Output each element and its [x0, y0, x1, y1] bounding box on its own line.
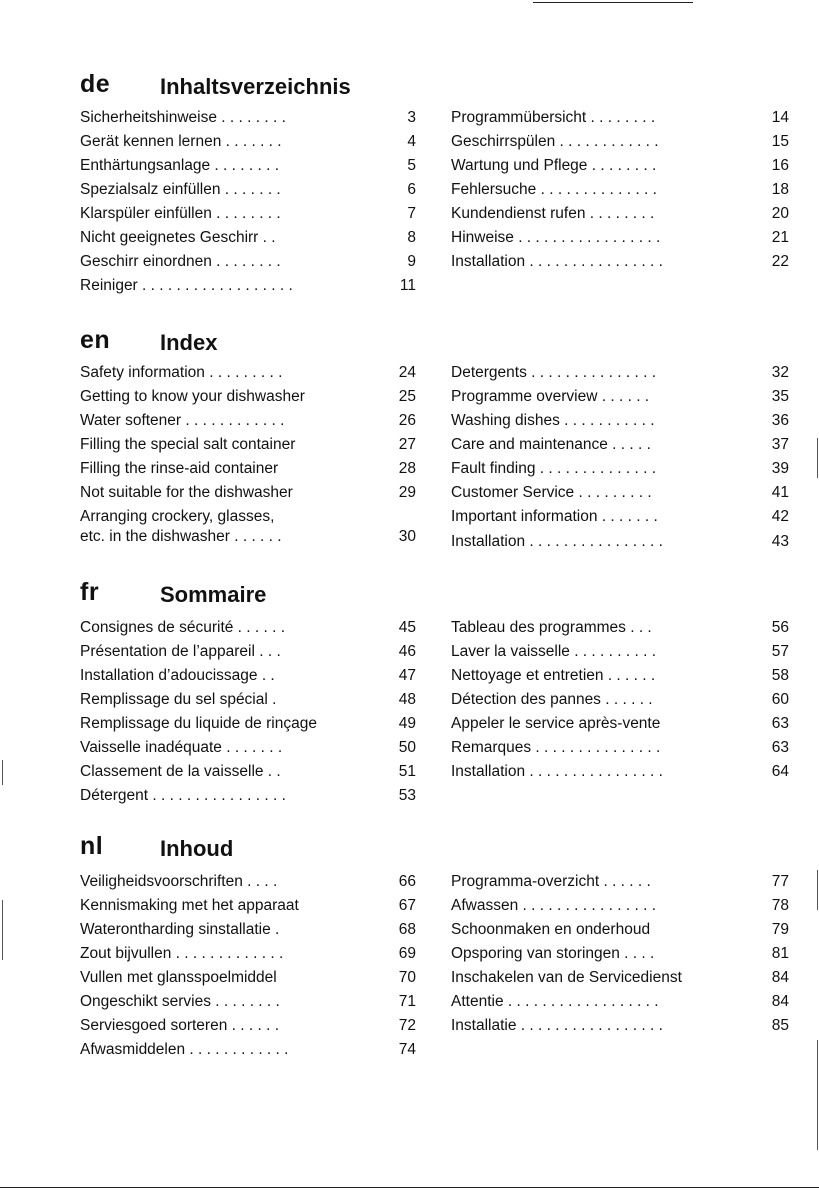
toc-entry-label: Hinweise . . . . . . . . . . . . . . . . . [451, 229, 661, 246]
toc-entry-page: 81 [771, 945, 789, 962]
toc-entry-label: Kennismaking met het apparaat [80, 897, 299, 914]
toc-entry[interactable] [451, 966, 796, 990]
toc-entry-label: Important information . . . . . . . [451, 508, 658, 525]
toc-entry-page: 8 [407, 229, 416, 246]
toc-entry-page: 85 [771, 1017, 789, 1034]
toc-entry[interactable] [451, 106, 796, 130]
toc-entry-label: Sicherheitshinweise . . . . . . . . [80, 109, 286, 126]
right-margin-mark [817, 1040, 818, 1150]
toc-entry[interactable] [451, 1014, 796, 1038]
toc-entry-page: 78 [771, 897, 789, 914]
toc-entry[interactable] [451, 250, 796, 274]
toc-entry[interactable] [451, 942, 796, 966]
toc-entry-label: Veiligheidsvoorschriften . . . . [80, 873, 278, 890]
toc-entry-label: Installation . . . . . . . . . . . . . . . . [451, 533, 663, 550]
toc-entry-page: 32 [771, 364, 789, 381]
toc-entry-label: Détergent . . . . . . . . . . . . . . . . [80, 787, 286, 804]
toc-entry-page: 7 [407, 205, 416, 222]
toc-entry-page: 72 [398, 1017, 416, 1034]
toc-entry[interactable] [451, 894, 796, 918]
toc-entry-label: Présentation de l’appareil . . . [80, 643, 281, 660]
toc-entry-page: 35 [771, 388, 789, 405]
toc-entry[interactable] [451, 154, 796, 178]
toc-entry-label: Programmübersicht . . . . . . . . [451, 109, 656, 126]
toc-entry-page: 48 [398, 691, 416, 708]
toc-entry[interactable] [80, 894, 420, 918]
toc-entry-page: 58 [771, 667, 789, 684]
toc-entry-page: 69 [398, 945, 416, 962]
toc-entry[interactable] [80, 409, 420, 433]
toc-entry-page: 14 [771, 109, 789, 126]
language-code: fr [80, 578, 100, 606]
toc-entry[interactable] [451, 530, 796, 554]
toc-entry-page: 5 [407, 157, 416, 174]
toc-entry-page: 63 [771, 715, 789, 732]
toc-entry[interactable] [80, 505, 420, 549]
toc-entry[interactable] [80, 250, 420, 274]
toc-entry[interactable] [451, 640, 796, 664]
toc-entry[interactable] [451, 481, 796, 505]
toc-entry[interactable] [451, 385, 796, 409]
toc-entry-page: 22 [771, 253, 789, 270]
toc-entry-label: Nettoyage et entretien . . . . . . [451, 667, 656, 684]
toc-entry[interactable] [451, 433, 796, 457]
toc-entry[interactable] [80, 1038, 420, 1062]
toc-entry-page: 29 [398, 484, 416, 501]
toc-entry-page: 63 [771, 739, 789, 756]
toc-entry-page: 45 [398, 619, 416, 636]
toc-entry[interactable] [80, 433, 420, 457]
toc-entry-label: Reiniger . . . . . . . . . . . . . . . . . . [80, 277, 293, 294]
toc-entry-page: 71 [398, 993, 416, 1010]
toc-entry[interactable] [80, 760, 420, 784]
toc-entry-label: Spezialsalz einfüllen . . . . . . . [80, 181, 281, 198]
toc-entry[interactable] [80, 990, 420, 1014]
left-margin-mark [2, 900, 3, 960]
right-margin-mark [817, 870, 818, 910]
toc-entry-label: Installation d’adoucissage . . [80, 667, 275, 684]
section-header [0, 832, 819, 866]
toc-entry[interactable] [80, 226, 420, 250]
toc-entry-page: 25 [398, 388, 416, 405]
toc-entry-label: Filling the rinse-aid container [80, 460, 279, 477]
toc-entry-label: Zout bijvullen . . . . . . . . . . . . . [80, 945, 284, 962]
section-title: Index [160, 330, 218, 355]
section-title: Inhoud [160, 836, 234, 861]
toc-entry-label: Afwassen . . . . . . . . . . . . . . . . [451, 897, 657, 914]
toc-entry[interactable] [80, 688, 420, 712]
toc-entry[interactable] [80, 202, 420, 226]
toc-entry-label: Inschakelen van de Servicedienst [451, 969, 682, 986]
toc-entry-label: Filling the special salt container [80, 436, 296, 453]
toc-entry[interactable] [451, 202, 796, 226]
toc-entry-label: Customer Service . . . . . . . . . [451, 484, 652, 501]
toc-entry[interactable] [80, 274, 420, 298]
toc-entry[interactable] [80, 664, 420, 688]
toc-entry-page: 15 [771, 133, 789, 150]
toc-entry[interactable] [451, 918, 796, 942]
toc-entry[interactable] [80, 736, 420, 760]
toc-entry[interactable] [80, 178, 420, 202]
toc-entry-page: 47 [398, 667, 416, 684]
toc-entry-page: 6 [407, 181, 416, 198]
toc-entry-page: 20 [771, 205, 789, 222]
toc-entry-label: Laver la vaisselle . . . . . . . . . . [451, 643, 657, 660]
section-title: Sommaire [160, 582, 267, 607]
toc-entry[interactable] [80, 130, 420, 154]
toc-entry-label: Installation . . . . . . . . . . . . . . . . [451, 763, 663, 780]
toc-entry-label: Fehlersuche . . . . . . . . . . . . . . [451, 181, 657, 198]
toc-entry-label: Washing dishes . . . . . . . . . . . [451, 412, 655, 429]
toc-entry-label: Serviesgoed sorteren . . . . . . [80, 1017, 280, 1034]
toc-entry-page: 36 [771, 412, 789, 429]
toc-entry-page: 28 [398, 460, 416, 477]
toc-entry-label: Installation . . . . . . . . . . . . . . . . [451, 253, 663, 270]
toc-entry-label: Detergents . . . . . . . . . . . . . . . [451, 364, 657, 381]
toc-entry[interactable] [451, 664, 796, 688]
toc-entry-page: 64 [771, 763, 789, 780]
toc-entry[interactable] [451, 505, 796, 529]
toc-entry-page: 70 [398, 969, 416, 986]
top-edge-rule [533, 2, 693, 3]
toc-entry-page: 4 [407, 133, 416, 150]
toc-entry-page: 43 [771, 533, 789, 550]
toc-entry-label: Klarspüler einfüllen . . . . . . . . [80, 205, 281, 222]
language-code: en [80, 326, 111, 354]
toc-entry[interactable] [451, 736, 796, 760]
toc-entry-label: Getting to know your dishwasher [80, 388, 305, 405]
toc-entry-page: 56 [771, 619, 789, 636]
toc-entry-page: 74 [398, 1041, 416, 1058]
toc-entry[interactable] [451, 178, 796, 202]
section-header [0, 578, 819, 612]
toc-entry-page: 51 [398, 763, 416, 780]
toc-entry-page: 77 [771, 873, 789, 890]
toc-entry-label: Attentie . . . . . . . . . . . . . . . . . . [451, 993, 659, 1010]
toc-entry-label: Remplissage du sel spécial . [80, 691, 277, 708]
language-code: de [80, 70, 111, 98]
toc-entry-label: Consignes de sécurité . . . . . . [80, 619, 286, 636]
toc-entry[interactable] [451, 361, 796, 385]
toc-entry-page: 18 [771, 181, 789, 198]
toc-entry[interactable] [451, 712, 796, 736]
toc-entry[interactable] [80, 361, 420, 385]
toc-entry-page: 26 [398, 412, 416, 429]
toc-entry-label: Programma-overzicht . . . . . . [451, 873, 651, 890]
toc-entry-label: Wartung und Pflege . . . . . . . . [451, 157, 657, 174]
toc-entry[interactable] [451, 990, 796, 1014]
toc-entry-page: 60 [771, 691, 789, 708]
toc-entry-label: Kundendienst rufen . . . . . . . . [451, 205, 655, 222]
toc-entry-page: 49 [398, 715, 416, 732]
toc-entry-label: Installatie . . . . . . . . . . . . . . . . . [451, 1017, 663, 1034]
toc-entry-page: 53 [398, 787, 416, 804]
toc-entry[interactable] [80, 106, 420, 130]
toc-entry-label: Geschirrspülen . . . . . . . . . . . . [451, 133, 659, 150]
toc-entry[interactable] [80, 154, 420, 178]
toc-entry-label: Safety information . . . . . . . . . [80, 364, 283, 381]
toc-entry-label: Arranging crockery, glasses, [80, 508, 275, 525]
toc-entry[interactable] [80, 385, 420, 409]
toc-entry-page: 66 [398, 873, 416, 890]
toc-entry-page: 37 [771, 436, 789, 453]
toc-entry-page: 16 [771, 157, 789, 174]
toc-entry[interactable] [80, 640, 420, 664]
toc-entry[interactable] [451, 616, 796, 640]
toc-entry-page: 41 [771, 484, 789, 501]
toc-entry-page: 67 [398, 897, 416, 914]
toc-entry-page: 84 [771, 993, 789, 1010]
toc-entry-page: 84 [771, 969, 789, 986]
toc-entry[interactable] [80, 481, 420, 505]
toc-entry-page: 57 [771, 643, 789, 660]
section-header [0, 70, 819, 104]
bottom-edge-rule [0, 1187, 819, 1188]
toc-entry-page: 30 [398, 528, 416, 545]
toc-entry-label: Classement de la vaisselle . . [80, 763, 281, 780]
toc-entry[interactable] [80, 966, 420, 990]
toc-entry-page: 21 [771, 229, 789, 246]
toc-entry-page: 24 [398, 364, 416, 381]
toc-entry[interactable] [451, 457, 796, 481]
toc-entry[interactable] [451, 760, 796, 784]
section-title: Inhaltsverzeichnis [160, 74, 351, 99]
toc-entry[interactable] [451, 130, 796, 154]
toc-entry[interactable] [80, 870, 420, 894]
toc-entry-page: 68 [398, 921, 416, 938]
toc-entry-label: Afwasmiddelen . . . . . . . . . . . . [80, 1041, 289, 1058]
toc-entry[interactable] [80, 712, 420, 736]
toc-entry-label: Waterontharding sinstallatie . [80, 921, 280, 938]
left-margin-mark [2, 760, 3, 785]
toc-entry-label: Programme overview . . . . . . [451, 388, 650, 405]
toc-entry-label: Opsporing van storingen . . . . [451, 945, 655, 962]
toc-entry-label: Care and maintenance . . . . . [451, 436, 651, 453]
language-code: nl [80, 832, 104, 860]
toc-entry[interactable] [80, 784, 420, 808]
toc-entry[interactable] [451, 688, 796, 712]
toc-entry-page: 11 [399, 277, 416, 294]
toc-entry[interactable] [451, 870, 796, 894]
toc-entry-page: 9 [407, 253, 416, 270]
toc-entry-label: Water softener . . . . . . . . . . . . [80, 412, 285, 429]
toc-entry-label: Schoonmaken en onderhoud [451, 921, 651, 938]
toc-entry-label-continued: etc. in the dishwasher . . . . . . [80, 528, 282, 545]
toc-entry-page: 50 [398, 739, 416, 756]
toc-entry-label: Appeler le service après-vente [451, 715, 661, 732]
toc-entry-page: 42 [771, 508, 789, 525]
toc-entry[interactable] [80, 616, 420, 640]
toc-entry-label: Vullen met glansspoelmiddel [80, 969, 277, 986]
toc-entry-page: 79 [771, 921, 789, 938]
toc-entry-label: Vaisselle inadéquate . . . . . . . [80, 739, 283, 756]
right-margin-mark [817, 438, 818, 478]
toc-entry-label: Tableau des programmes . . . [451, 619, 652, 636]
toc-entry-label: Geschirr einordnen . . . . . . . . [80, 253, 281, 270]
toc-entry[interactable] [80, 457, 420, 481]
toc-entry[interactable] [80, 942, 420, 966]
toc-entry-page: 46 [398, 643, 416, 660]
toc-entry-label: Enthärtungsanlage . . . . . . . . [80, 157, 280, 174]
toc-entry-page: 3 [407, 109, 416, 126]
toc-entry-label: Not suitable for the dishwasher [80, 484, 293, 501]
toc-entry-page: 39 [771, 460, 789, 477]
toc-entry[interactable] [451, 409, 796, 433]
toc-entry[interactable] [80, 918, 420, 942]
toc-entry-label: Nicht geeignetes Geschirr . . [80, 229, 276, 246]
toc-entry-label: Remplissage du liquide de rinçage [80, 715, 317, 732]
toc-entry-label: Remarques . . . . . . . . . . . . . . . [451, 739, 661, 756]
toc-entry[interactable] [80, 1014, 420, 1038]
toc-entry-label: Ongeschikt servies . . . . . . . . [80, 993, 280, 1010]
toc-entry-label: Gerät kennen lernen . . . . . . . [80, 133, 282, 150]
toc-entry[interactable] [451, 226, 796, 250]
toc-entry-label: Fault finding . . . . . . . . . . . . . . [451, 460, 657, 477]
toc-entry-page: 27 [398, 436, 416, 453]
toc-entry-label: Détection des pannes . . . . . . [451, 691, 653, 708]
section-header [0, 326, 819, 360]
